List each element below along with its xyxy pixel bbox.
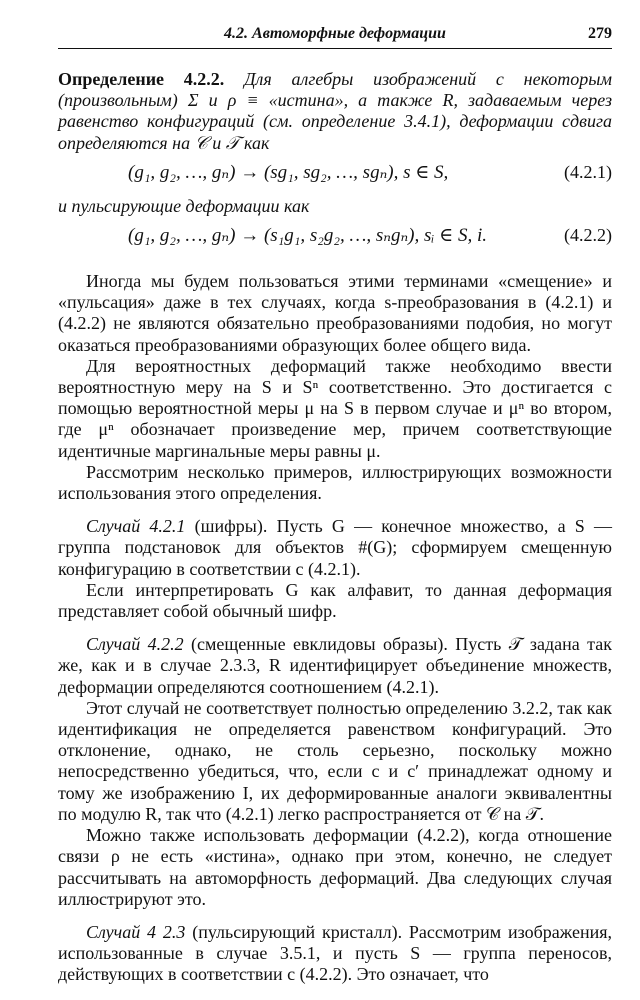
definition-text: Для алгебры изображений с некоторым (произвольным) Σ и ρ ≡ «истина», а также R, задаваемым через равенство конфигураций (см. определение 3.4.1), деформации сдвига определяются на 𝒞 и 𝒯 как bbox=[58, 69, 612, 153]
case-text: (пульсирующий кристалл). Рассмотрим изображения, использованные в случае 3.5.1, и пусть S — группа переносов, действующих в соответствии с (4.2.2). Это означает, что bbox=[58, 921, 613, 985]
running-header bbox=[58, 22, 612, 49]
case-4-2-2 bbox=[58, 634, 612, 698]
definition-label: Определение 4.2.2. bbox=[58, 69, 225, 89]
paragraph: Можно также использовать деформации (4.2.2), когда отношение связи ρ не есть «истина», однако при этом, конечно, не следует рассчитывать на автоморфность деформаций. Два следующих случая иллюстрируют это. bbox=[58, 825, 612, 909]
paragraph: Если интерпретировать G как алфавит, то данная деформация представляет собой обычный шифр. bbox=[58, 579, 612, 622]
definition-connector: и пульсирующие деформации как bbox=[58, 195, 310, 216]
formula-pulse: (g₁, g₂, …, gₙ) → (s₁g₁, s₂g₂, …, sₙgₙ), sᵢ ∈ S, i. bbox=[128, 225, 488, 247]
case-label: Случай 4 2.3 bbox=[86, 921, 186, 942]
running-title: 4.2. Автоморфные деформации bbox=[224, 25, 446, 42]
paragraph: Этот случай не соответствует полностью определению 3.2.2, так как идентификация не определяется равенством конфигураций. Это отклонение, однако, не столь серьезно, поскольку можно непосредственно убедиться, что, если c и c′ принадлежат одному и тому же изображению I, их деформированные аналоги эквивалентны по модулю R, так что (4.2.1) легко распространяется от 𝒞 на 𝒯. bbox=[58, 697, 612, 824]
formula-4-2-2 bbox=[58, 221, 612, 253]
case-4-2-1 bbox=[58, 516, 612, 580]
formula-shift: (g₁, g₂, …, gₙ) → (sg₁, sg₂, …, sgₙ), s ∈ S, bbox=[128, 161, 449, 183]
page-number: 279 bbox=[588, 25, 612, 42]
case-label: Случай 4.2.2 bbox=[86, 634, 184, 655]
formula-number-4-2-2: (4.2.2) bbox=[564, 225, 612, 246]
case-label: Случай 4.2.1 bbox=[86, 516, 186, 537]
formula-4-2-1 bbox=[58, 158, 612, 190]
case-text: (шифры). Пусть G — конечное множество, а S — группа подстановок для объектов #(G); сформируем смещенную конфигурацию в соответствии с (4.2.1). bbox=[58, 516, 612, 579]
case-4-2-3 bbox=[58, 922, 612, 986]
definition-4-2-2 bbox=[58, 69, 612, 154]
paragraph: Для вероятностных деформаций также необходимо ввести вероятностную меру на S и Sⁿ соответственно. Это достигается с помощью вероятностной меры μ на S в первом случае и μⁿ во втором, где μⁿ обозначает произведение мер, причем соответствующие идентичные маргинальные меры равны μ. bbox=[58, 355, 612, 461]
formula-number-4-2-1: (4.2.1) bbox=[564, 161, 612, 182]
paragraph: Иногда мы будем пользоваться этими терминами «смещение» и «пульсация» даже в тех случаях, когда s-преобразования в (4.2.1) и (4.2.2) не являются обязательно преобразованиями подобия, но могут оказаться преобразованиями образующих более общего вида. bbox=[58, 271, 612, 355]
case-text: (смещенные евклидовы образы). Пусть 𝒯 задана так же, как и в случае 2.3.3, R идентифицирует объединение множеств, деформации определяются соотношением (4.2.1). bbox=[58, 634, 612, 697]
paragraph: Рассмотрим несколько примеров, иллюстрирующих возможности использования этого определения. bbox=[58, 461, 612, 504]
